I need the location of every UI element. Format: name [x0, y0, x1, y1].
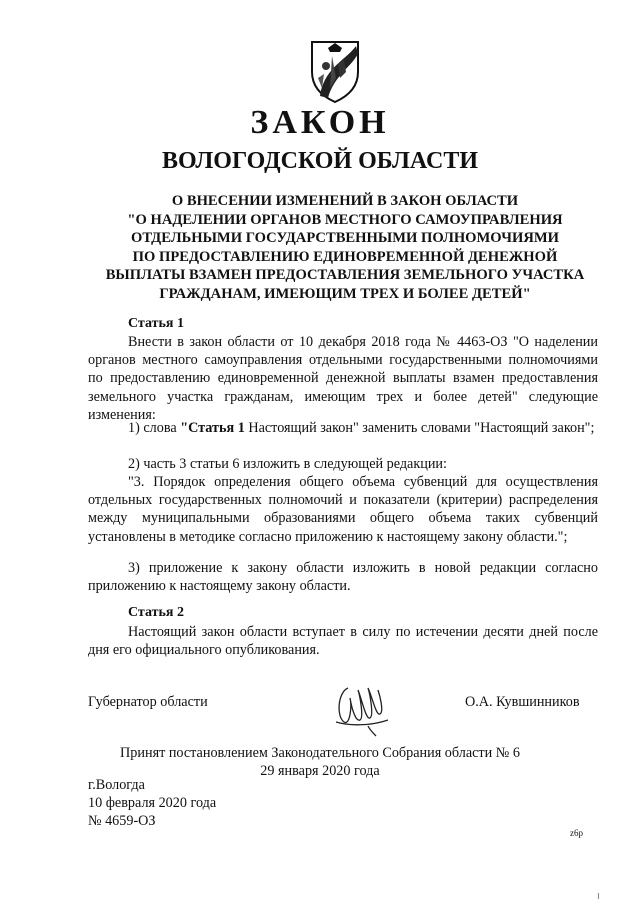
- coat-of-arms-emblem: [306, 38, 364, 104]
- item-1-suffix: Настоящий закон" заменить словами "Настоящий закон";: [244, 420, 595, 436]
- article-1-item-3: 3) приложение к закону области изложить в новой редакции согласно приложению к настоящему закону области.: [88, 560, 598, 595]
- article-1-item-1: [88, 419, 598, 437]
- governor-position: Губернатор области: [88, 694, 208, 710]
- subject-line: ПО ПРЕДОСТАВЛЕНИЮ ЕДИНОВРЕМЕННОЙ ДЕНЕЖНОЙ: [132, 248, 558, 265]
- subject-line: О ВНЕСЕНИИ ИЗМЕНЕНИЙ В ЗАКОН ОБЛАСТИ: [171, 193, 519, 209]
- article-1-item-2: 2) часть 3 статьи 6 изложить в следующей редакции:: [128, 456, 447, 472]
- handwritten-signature: [330, 676, 392, 738]
- law-number: № 4659-ОЗ: [88, 813, 156, 829]
- subject-line: ОТДЕЛЬНЫМИ ГОСУДАРСТВЕННЫМИ ПОЛНОМОЧИЯМИ: [130, 230, 560, 247]
- region-title: ВОЛОГОДСКОЙ ОБЛАСТИ: [161, 148, 479, 174]
- article-1-heading: Статья 1: [128, 316, 184, 331]
- article-1-intro: Внести в закон области от 10 декабря 2018 года № 4463-ОЗ "О наделении органов местного самоуправления отдельными государственными полномочиями по предоставлению единовременной денежной выплаты взамен предоставления земельного участка гражданам, имеющим трех и более детей" следующие изменения:: [88, 334, 598, 423]
- adoption-date: 29 января 2020 года: [260, 763, 380, 779]
- signing-date: 10 февраля 2020 года: [88, 795, 217, 811]
- adoption-note: [0, 744, 640, 780]
- article-2-text: Настоящий закон области вступает в силу по истечении десяти дней после дня его официального опубликования.: [88, 624, 598, 659]
- subject-line: ГРАЖДАНАМ, ИМЕЮЩИМ ТРЕХ И БОЛЕЕ ДЕТЕЙ": [159, 285, 531, 302]
- article-2-heading: Статья 2: [128, 605, 184, 620]
- subject-line: "О НАДЕЛЕНИИ ОРГАНОВ МЕСТНОГО САМОУПРАВЛЕНИЯ: [127, 211, 563, 228]
- scan-mark: [598, 893, 599, 899]
- city: г.Вологда: [88, 777, 145, 793]
- law-subject: [60, 192, 630, 304]
- document-footer: [88, 776, 216, 830]
- adoption-line: Принят постановлением Законодательного Собрания области № 6: [120, 745, 520, 761]
- document-title: ЗАКОН: [250, 104, 390, 141]
- governor-name: О.А. Кувшинников: [465, 694, 580, 710]
- subject-line: ВЫПЛАТЫ ВЗАМЕН ПРЕДОСТАВЛЕНИЯ ЗЕМЕЛЬНОГО УЧАСТКА: [105, 267, 585, 284]
- article-1-item-2-quote: "3. Порядок определения общего объема субвенций для осуществления отдельных государственных полномочий и показатели (критерии) распределения между муниципальными образованиями общего объема таких субвенций установлены в методике согласно приложению к настоящему закону области.";: [88, 474, 598, 545]
- item-1-prefix: 1) слова: [128, 420, 181, 436]
- document-code: z6p: [570, 828, 583, 838]
- item-1-bold: "Статья 1: [180, 420, 245, 436]
